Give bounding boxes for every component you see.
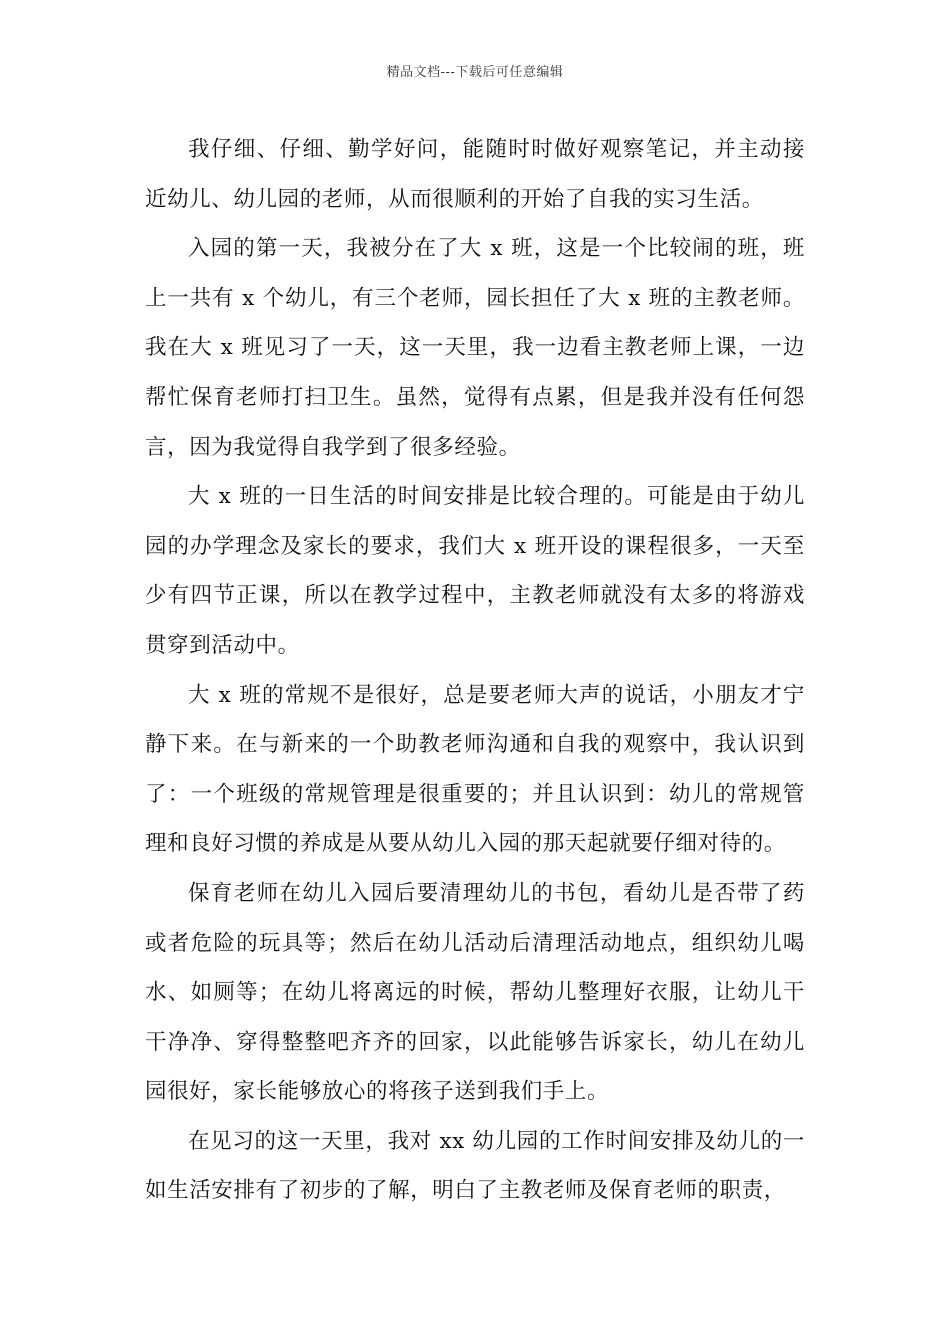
paragraph-2: 入园的第一天，我被分在了大 x 班，这是一个比较闹的班，班上一共有 x 个幼儿，有三个老师，园长担任了大 x 班的主教老师。我在大 x 班见习了一天，这一天里，我一边看主教老师上课，一边帮忙保育老师打扫卫生。虽然，觉得有点累，但是我并没有任何怨言，因为我觉得自我学到了很多经验。 xyxy=(145,236,805,460)
paragraph-6: 在见习的这一天里，我对 xx 幼儿园的工作时间安排及幼儿的一如生活安排有了初步的了解，明白了主教老师及保育老师的职责， xyxy=(145,1128,805,1204)
paragraph-5: 保育老师在幼儿入园后要清理幼儿的书包，看幼儿是否带了药或者危险的玩具等；然后在幼儿活动后清理活动地点，组织幼儿喝水、如厕等；在幼儿将离远的时候，帮幼儿整理好衣服，让幼儿干干净净、穿得整整吧齐齐的回家，以此能够告诉家长，幼儿在幼儿园很好，家长能够放心的将孩子送到我们手上。 xyxy=(145,880,805,1105)
paragraph-1: 我仔细、仔细、勤学好问，能随时时做好观察笔记，并主动接近幼儿、幼儿园的老师，从而很顺利的开始了自我的实习生活。 xyxy=(145,137,805,212)
page-header: 精品文档---下载后可任意编辑 xyxy=(386,65,564,80)
document-body xyxy=(145,125,805,1216)
paragraph-4: 大 x 班的常规不是很好，总是要老师大声的说话，小朋友才宁静下来。在与新来的一个助教老师沟通和自我的观察中，我认识到了：一个班级的常规管理是很重要的；并且认识到：幼儿的常规管理和良好习惯的养成是从要从幼儿入园的那天起就要仔细对待的。 xyxy=(145,682,805,857)
paragraph-3: 大 x 班的一日生活的时间安排是比较合理的。可能是由于幼儿园的办学理念及家长的要求，我们大 x 班开设的课程很多，一天至少有四节正课，所以在教学过程中，主教老师就没有太多的将游戏贯穿到活动中。 xyxy=(145,484,805,658)
